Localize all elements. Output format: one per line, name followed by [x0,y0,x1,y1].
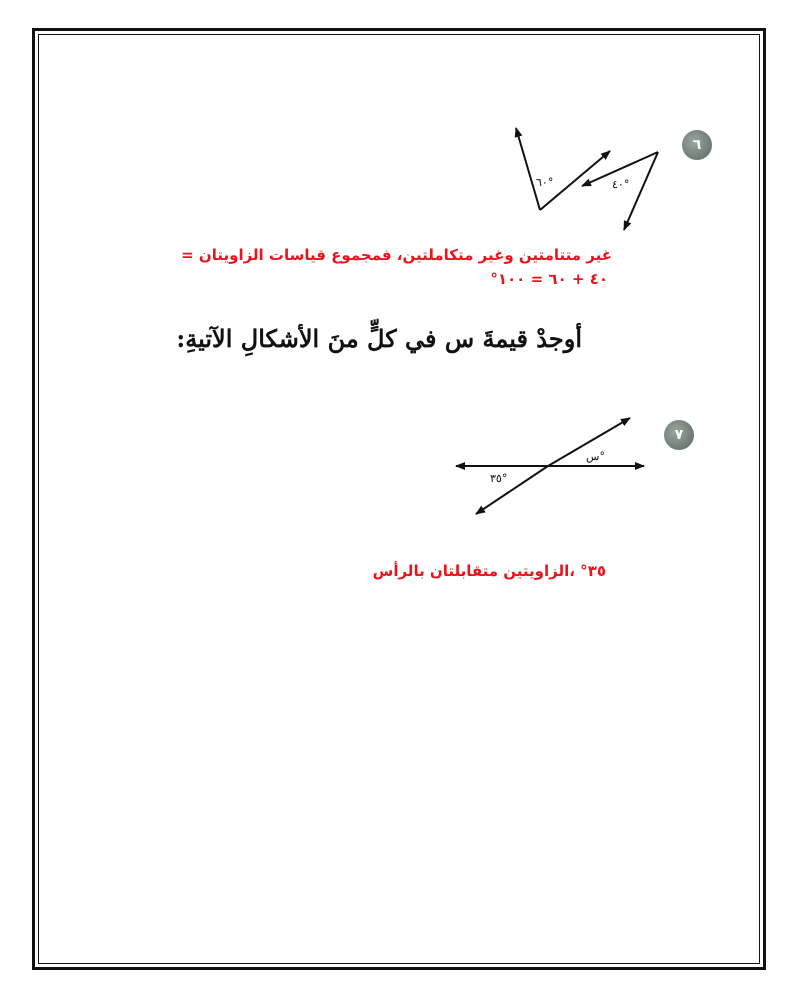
problem-6-badge: ٦ [682,130,712,160]
section-heading: أوجدْ قيمةَ س في كلٍّ منَ الأشكالِ الآتيةِ: [176,324,582,353]
p6-angle-60-label: ٦٠° [536,176,554,189]
problem-6-answer-line2: ٤٠ + ٦٠ = ١٠٠° [490,270,608,288]
p6-ray-up [516,128,540,210]
problem-6-figure [500,118,680,238]
problem-7-answer: ٣٥° ،الزاويتين متقابلتان بالرأس [372,562,606,580]
p7-angle-35-label: ٣٥° [490,472,508,485]
p6-angle-40-label: ٤٠° [612,178,630,191]
problem-7-badge: ٧ [664,420,694,450]
p7-angle-x-label: س° [586,450,605,463]
problem-7-figure [450,410,650,520]
p6-ray-down [624,152,658,230]
p7-transversal-lower [476,466,548,514]
problem-6-answer-line1: غير متتامتين وغير متكاملتين، فمجموع قياسات الزاويتان = [181,246,612,264]
